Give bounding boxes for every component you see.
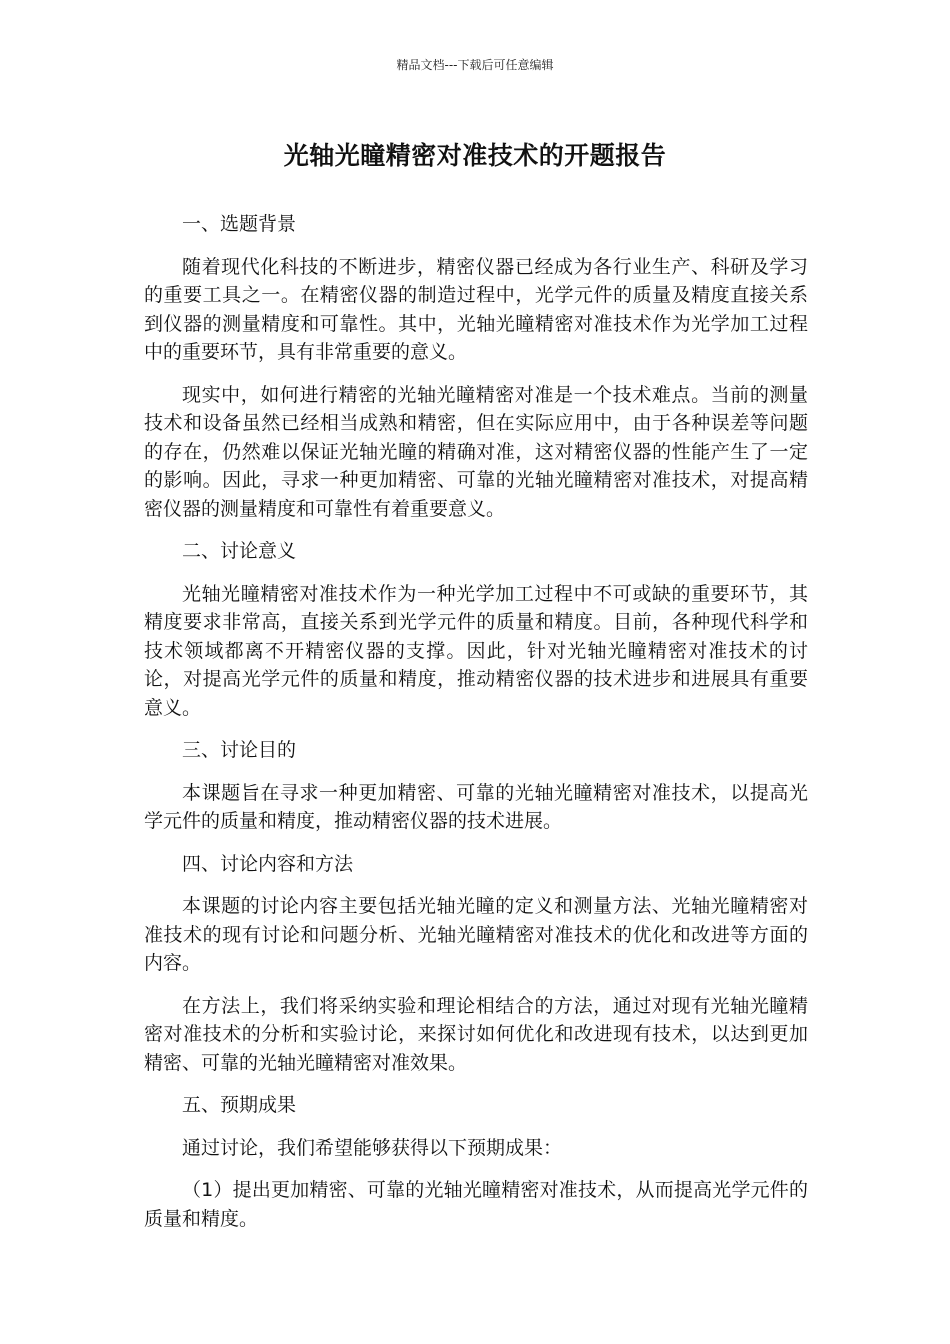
section-heading-objective: 三、讨论目的 <box>182 739 297 761</box>
section-heading-expected-results: 五、预期成果 <box>182 1094 297 1116</box>
paragraph-background-1: 随着现代化科技的不断进步，精密仪器已经成为各行业生产、科研及学习的重要工具之一。在精密仪器的制造过程中，光学元件的质量及精度直接关系到仪器的测量精度和可靠性。其中，光轴光瞳精密对准技术作为光学加工过程中的重要环节，具有非常重要的意义。 <box>144 255 808 363</box>
section-heading-background: 一、选题背景 <box>182 213 297 235</box>
paragraph-expected-results-1: 通过讨论，我们希望能够获得以下预期成果： <box>182 1136 563 1159</box>
page-header-note: 精品文档---下载后可任意编辑 <box>396 58 554 72</box>
paragraph-content-method-1: 本课题的讨论内容主要包括光轴光瞳的定义和测量方法、光轴光瞳精密对准技术的现有讨论和问题分析、光轴光瞳精密对准技术的优化和改进等方面的内容。 <box>144 895 808 974</box>
section-heading-content-method: 四、讨论内容和方法 <box>182 852 354 875</box>
paragraph-background-2: 现实中，如何进行精密的光轴光瞳精密对准是一个技术难点。当前的测量技术和设备虽然已经相当成熟和精密，但在实际应用中，由于各种误差等问题的存在，仍然难以保证光轴光瞳的精确对准，这对精密仪器的性能产生了一定的影响。因此，寻求一种更加精密、可靠的光轴光瞳精密对准技术，对提高精密仪器的测量精度和可靠性有着重要意义。 <box>144 383 808 520</box>
document-body <box>144 210 808 1247</box>
paragraph-content-method-2: 在方法上，我们将采纳实验和理论相结合的方法，通过对现有光轴光瞳精密对准技术的分析和实验讨论，来探讨如何优化和改进现有技术，以达到更加精密、可靠的光轴光瞳精密对准效果。 <box>144 994 808 1074</box>
paragraph-objective-1: 本课题旨在寻求一种更加精密、可靠的光轴光瞳精密对准技术，以提高光学元件的质量和精度，推动精密仪器的技术进展。 <box>144 781 808 832</box>
paragraph-expected-results-2: （1）提出更加精密、可靠的光轴光瞳精密对准技术，从而提高光学元件的质量和精度。 <box>144 1179 808 1230</box>
paragraph-significance-1: 光轴光瞳精密对准技术作为一种光学加工过程中不可或缺的重要环节，其精度要求非常高，直接关系到光学元件的质量和精度。目前，各种现代科学和技术领域都离不开精密仪器的支撑。因此，针对光轴光瞳精密对准技术的讨论，对提高光学元件的质量和精度，推动精密仪器的技术进步和进展具有重要意义。 <box>144 582 808 719</box>
section-heading-significance: 二、讨论意义 <box>182 540 297 562</box>
document-title: 光轴光瞳精密对准技术的开题报告 <box>283 141 667 170</box>
